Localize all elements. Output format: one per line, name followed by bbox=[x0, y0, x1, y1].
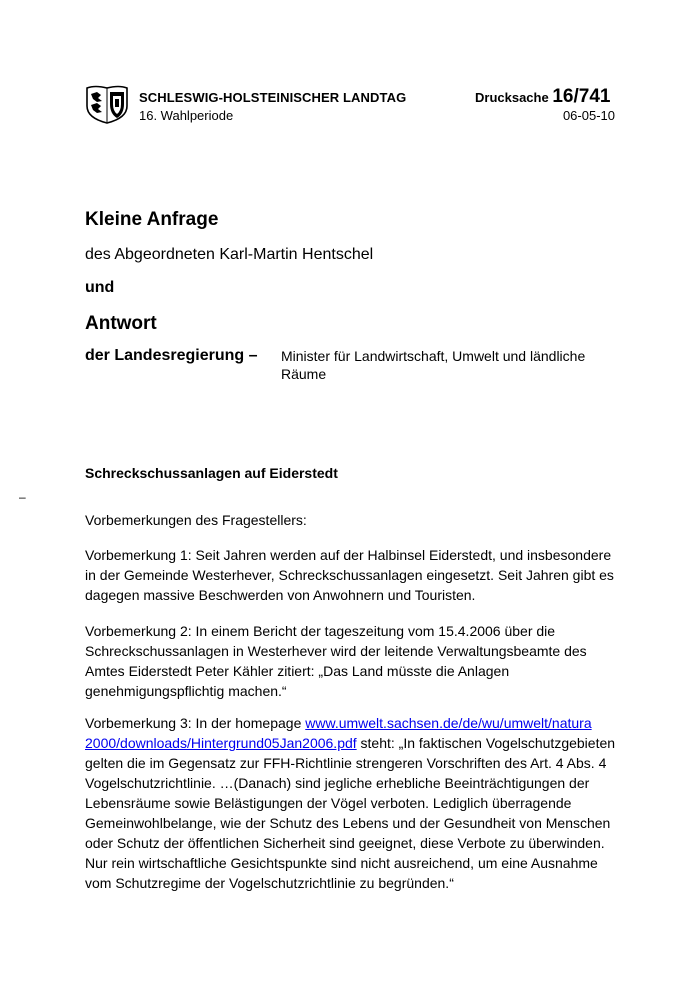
drucksache bbox=[475, 86, 610, 108]
topic-heading: Schreckschussanlagen auf Eiderstedt bbox=[85, 465, 338, 481]
intro-paragraph: Vorbemerkungen des Fragestellers: bbox=[85, 512, 307, 528]
drucksache-number: 16/741 bbox=[552, 86, 611, 107]
title-antwort: Antwort bbox=[85, 313, 157, 334]
title-kleine-anfrage: Kleine Anfrage bbox=[85, 209, 219, 230]
landesregierung-line bbox=[85, 347, 258, 365]
vorbemerkung-3 bbox=[85, 713, 625, 893]
vorbemerkung-3-prefix: Vorbemerkung 3: In der homepage bbox=[85, 715, 306, 731]
source-link[interactable]: www.umwelt.sachsen.de/de/wu/umwelt/natura 2000/downloads/Hintergrund05Jan2006.pdf bbox=[85, 715, 592, 751]
ministerium: Minister für Landwirtschaft, Umwelt und ländliche Räume bbox=[281, 348, 586, 382]
org-name: SCHLESWIG-HOLSTEINISCHER LANDTAG bbox=[139, 90, 407, 105]
landesregierung-dash: – bbox=[244, 347, 258, 364]
vorbemerkung-2: Vorbemerkung 2: In einem Bericht der tageszeitung vom 15.4.2006 über die Schreckschussanlagen in Westerhever wird der leitende Verwaltungsbeamte des Amtes Eiderstedt Peter Kähler zitiert: „Das Land müsste die Anlagen genehmigungspflichtig machen.“ bbox=[85, 623, 587, 699]
landesregierung-label: der Landesregierung bbox=[85, 347, 245, 364]
subtitle-abgeordneter: des Abgeordneten Karl-Martin Hentschel bbox=[85, 246, 374, 263]
vorbemerkung-3-text: steht: „In faktischen Vogelschutzgebieten gelten die im Gegensatz zur FFH-Richtlinie strengeren Vorschriften des Art. 4 Abs. 4 Vogelschutzrichtlinie. …(Danach) sind jegliche erhebliche Beeinträchtigungen der Lebensräume sowie Belästigungen der Vögel verboten. Lediglich überragende Gemeinwohlbelange, wie der Schutz des Lebens und der Gesundheit von Menschen oder Schutz der öffentlichen Sicherheit sind geeignet, diese Verbote zu überwinden. Nur rein wirtschaftliche Gesichtspunkte sind nicht ausreichend, um eine Ausnahme vom Schutzregime der Vogelschutzrichtlinie zu begründen.“ bbox=[85, 735, 616, 891]
drucksache-label: Drucksache bbox=[475, 90, 549, 105]
margin-mark: – bbox=[19, 490, 26, 504]
document-date: 06-05-10 bbox=[562, 108, 615, 123]
title-und: und bbox=[85, 279, 115, 296]
legislative-period: 16. Wahlperiode bbox=[139, 108, 234, 123]
vorbemerkung-1: Vorbemerkung 1: Seit Jahren werden auf der Halbinsel Eiderstedt, und insbesondere in der Gemeinde Westerhever, Schreckschussanlagen eingesetzt. Seit Jahren gibt es dagegen massive Beschwerden von Anwohnern und Touristen. bbox=[85, 547, 614, 603]
landtag-crest-logo bbox=[85, 84, 129, 124]
